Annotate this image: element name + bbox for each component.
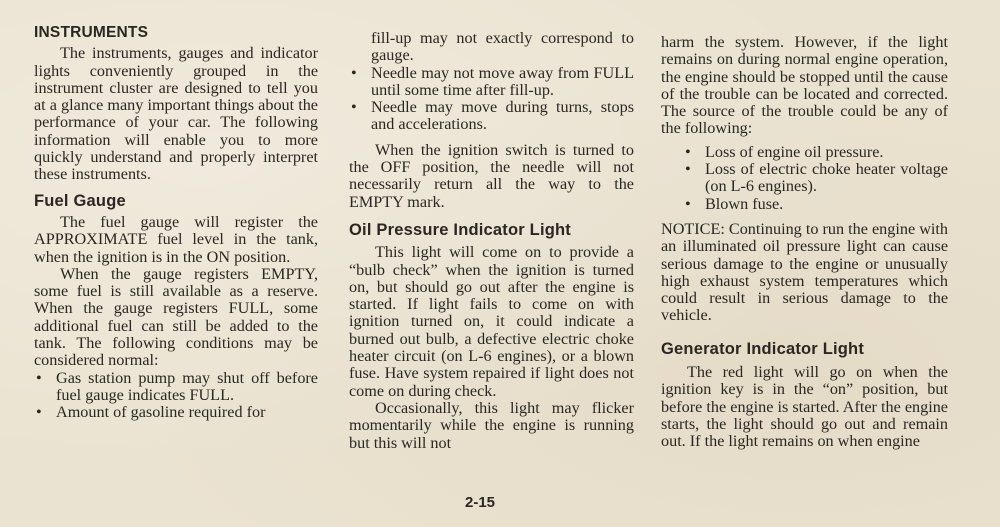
ignition-paragraph: When the ignition switch is turned to the OFF position, the needle will not necessarily return all the way to the EMPTY mark. (349, 140, 634, 211)
column-right (661, 34, 948, 451)
oil-pressure-paragraph-2: Occasionally, this light may flicker momentarily while the engine is running but this will not (349, 398, 634, 452)
list-item-text: Loss of electric choke heater voltage (on L-6 engines). (705, 160, 948, 196)
continued-text: harm the system. However, if the light remains on during normal engine operation, the engine should be stopped until the cause of the trouble can be located and corrected. The source of the trouble could be any of the following: (661, 33, 948, 138)
fuel-gauge-paragraph-2: When the gauge registers EMPTY, some fuel is still available as a reserve. When the gauge registers FULL, some additional fuel can still be added to the tank. The following conditions may be considered normal: (34, 264, 318, 370)
instruments-heading: INSTRUMENTS (34, 24, 149, 41)
generator-heading: Generator Indicator Light (661, 339, 865, 358)
bullet-icon: • (685, 160, 691, 179)
column-middle (349, 30, 634, 452)
bullet-icon: • (36, 403, 42, 422)
fuel-conditions-list (34, 370, 318, 422)
list-item (34, 404, 318, 421)
bullet-icon: • (685, 142, 691, 161)
list-item-text: Needle may not move away from FULL until some time after fill-up. (371, 63, 634, 99)
list-item-text: Gas station pump may shut off before fuel gauge indicates FULL. (56, 368, 318, 404)
continued-text: fill-up may not exactly correspond to gauge. (371, 29, 634, 65)
trouble-causes-list (661, 144, 948, 213)
list-item-text: Loss of engine oil pressure. (705, 142, 884, 161)
generator-paragraph: The red light will go on when the ignition key is in the “on” position, but before the engine is started. After the engine starts, the light should go out and remain out. If the light remains on when engine (661, 363, 948, 451)
list-item (661, 196, 948, 213)
column-left (34, 24, 318, 422)
list-item-text: Blown fuse. (705, 194, 784, 213)
list-item (349, 99, 634, 134)
fuel-conditions-list-continued (349, 65, 634, 134)
bullet-icon: • (351, 98, 357, 117)
list-item (661, 161, 948, 196)
list-item-text: Needle may move during turns, stops and accelerations. (371, 98, 634, 134)
list-item-text: Amount of gasoline required for (56, 403, 266, 422)
oil-pressure-paragraph-1: This light will come on to provide a “bulb check” when the ignition is turned on, but should go out after the engine is started. If light fails to come on with ignition turned on, it could indicate a burned out bulb, a defective electric choke heater circuit (on L-6 engines), or a blown fuse. Have system repaired if light does not come on during check. (349, 243, 634, 400)
notice-paragraph: NOTICE: Continuing to run the engine with an illuminated oil pressure light can cause serious damage to the engine or unusually high exhaust system temperatures which could result in serious damage to the vehicle. (661, 219, 948, 325)
bullet-icon: • (36, 368, 42, 387)
list-item (34, 370, 318, 405)
list-item (661, 144, 948, 161)
bullet-icon: • (685, 194, 691, 213)
fuel-gauge-paragraph-1: The fuel gauge will register the APPROXIMATE fuel level in the tank, when the ignition is in the ON position. (34, 212, 318, 266)
fuel-gauge-heading: Fuel Gauge (34, 191, 126, 210)
page-number: 2-15 (465, 494, 496, 511)
list-item (349, 65, 634, 100)
instruments-paragraph: The instruments, gauges and indicator lights conveniently grouped in the instrument cluster are designed to tell you at a glance many important things about the performance of your car. The following information will enable you to more quickly understand and properly interpret these instruments. (34, 44, 318, 184)
oil-pressure-heading: Oil Pressure Indicator Light (349, 220, 571, 239)
bullet-icon: • (351, 63, 357, 82)
